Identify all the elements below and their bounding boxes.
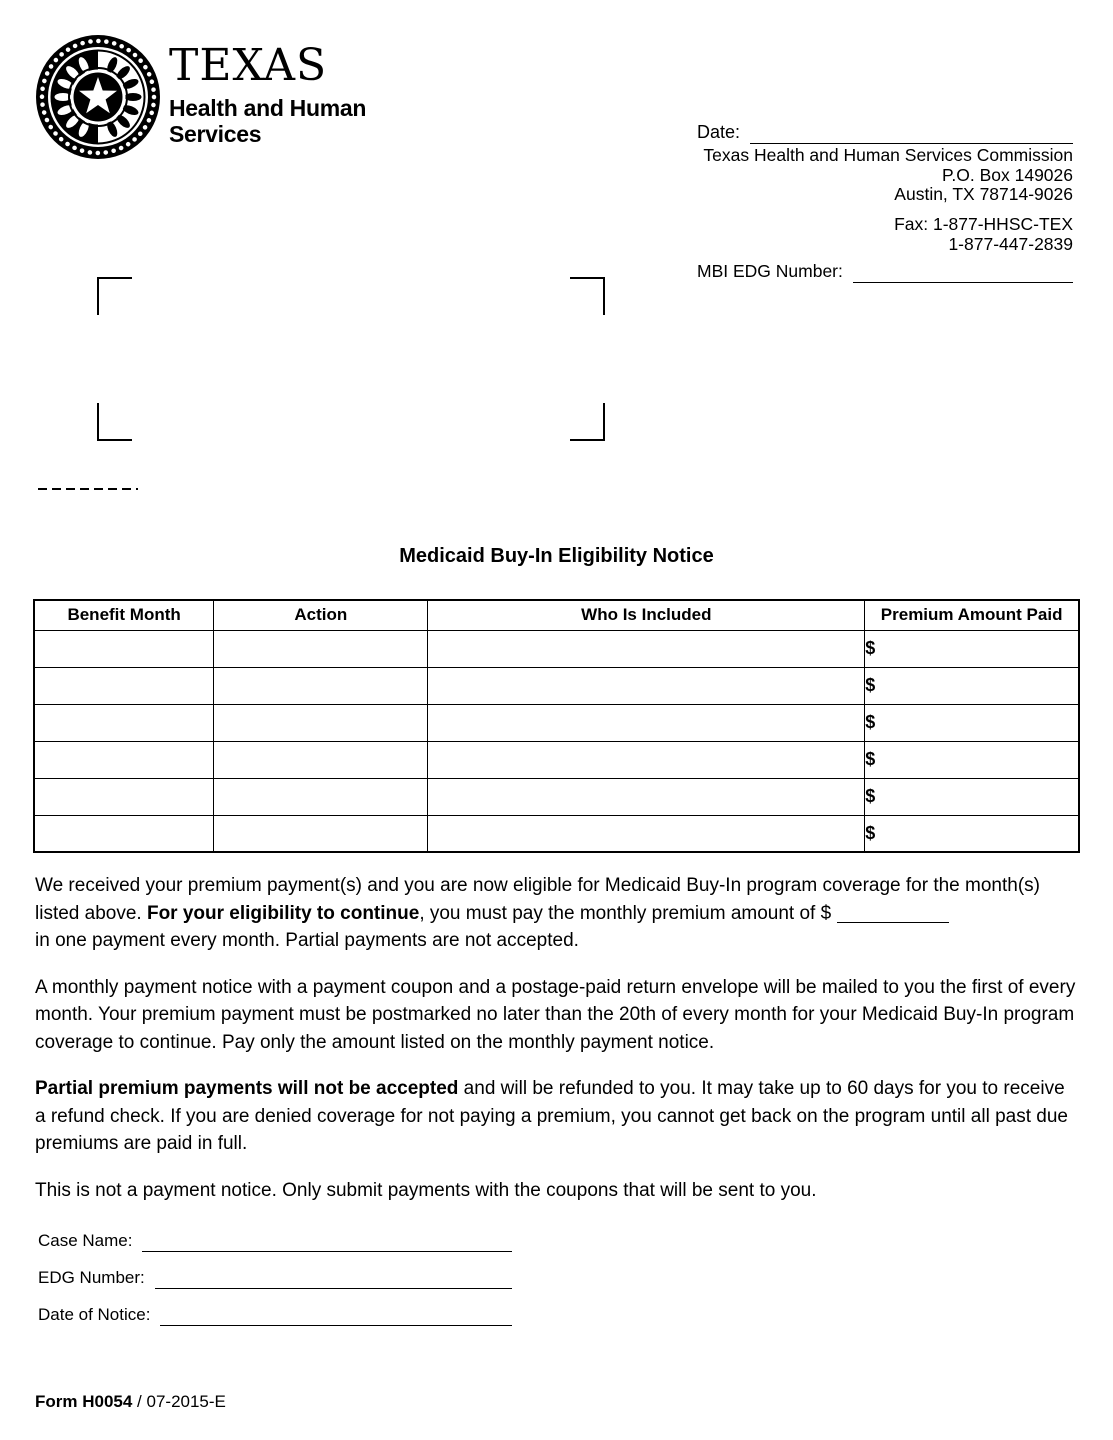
date-field — [697, 114, 1073, 144]
who-included-cell — [428, 815, 865, 852]
benefit-month-cell — [34, 778, 214, 815]
fold-mark-dashed-line — [38, 488, 138, 490]
address-window-corner-top-left — [97, 277, 132, 315]
date-of-notice-label: Date of Notice: — [38, 1305, 151, 1324]
partial-payment-text: and will be refunded to you. It may take up to 60 days for you to receive a refund check. If you are denied coverage for not paying a premium, you cannot get back on the program until all past due premiums are paid in full. — [35, 1078, 1068, 1154]
who-included-cell — [428, 667, 865, 704]
fax-line: Fax: 1-877-HHSC-TEX — [894, 214, 1073, 234]
partial-payment-paragraph — [35, 1075, 1080, 1158]
address-window-corner-bottom-right — [570, 403, 605, 441]
table-header-row — [34, 600, 1079, 630]
intro-text: We received your premium payment(s) and you are now eligible for Medicaid Buy-In program coverage for the month(s) listed above. — [35, 875, 1040, 924]
edg-number-field — [33, 1264, 512, 1289]
edg-number-blank-line — [155, 1267, 512, 1289]
who-included-cell — [428, 741, 865, 778]
benefit-month-cell — [34, 630, 214, 667]
intro-paragraph — [35, 872, 1080, 955]
premium-amount-cell: $ — [865, 778, 1079, 815]
date-blank-line — [750, 120, 1073, 144]
date-of-notice-blank-line — [160, 1304, 512, 1326]
mbi-edg-field — [697, 255, 1073, 283]
benefit-month-cell — [34, 667, 214, 704]
wordmark-texas: TEXAS — [169, 40, 328, 91]
eligibility-bold-text: For your eligibility to continue — [146, 902, 420, 924]
notice-body — [33, 546, 1080, 1338]
table-row — [34, 667, 1079, 704]
address-window-corner-top-right — [570, 277, 605, 315]
date-label: Date: — [697, 122, 741, 142]
address-window — [97, 277, 605, 441]
table-row — [34, 815, 1079, 852]
partial-payment-bold-text: Partial premium payments will not be accepted — [35, 1078, 459, 1099]
header-premium-amount-paid: Premium Amount Paid — [865, 600, 1079, 630]
premium-amount-text: , you must pay the monthly premium amount of $ — [419, 902, 832, 924]
action-cell — [214, 741, 428, 778]
fax-block — [894, 215, 1073, 254]
premium-amount-cell: $ — [865, 741, 1079, 778]
premium-amount-cell: $ — [865, 704, 1079, 741]
address-line: Texas Health and Human Services Commission — [703, 145, 1073, 165]
edg-number-label: EDG Number: — [38, 1268, 145, 1287]
texas-hhs-seal-icon — [36, 35, 160, 159]
premium-amount-cell: $ — [865, 667, 1079, 704]
benefit-month-cell — [34, 815, 214, 852]
action-cell — [214, 704, 428, 741]
page-title: Medicaid Buy-In Eligibility Notice — [399, 545, 714, 567]
benefit-month-cell — [34, 741, 214, 778]
agency-name-line1: Health and Human — [169, 95, 367, 121]
eligibility-table — [33, 599, 1080, 853]
action-cell — [214, 630, 428, 667]
case-info-fields — [33, 1227, 512, 1326]
agency-address-block — [703, 146, 1073, 205]
address-line: P.O. Box 149026 — [941, 164, 1073, 185]
form-footer — [35, 1392, 226, 1412]
case-name-field — [33, 1227, 512, 1252]
agency-wordmark — [169, 42, 366, 147]
action-cell — [214, 667, 428, 704]
agency-name-line2: Services — [169, 121, 262, 147]
who-included-cell — [428, 704, 865, 741]
header-benefit-month: Benefit Month — [34, 600, 214, 630]
mbi-edg-label: MBI EDG Number: — [697, 261, 843, 281]
benefit-month-cell — [34, 704, 214, 741]
header-action: Action — [214, 600, 428, 630]
who-included-cell — [428, 630, 865, 667]
table-row — [34, 778, 1079, 815]
action-cell — [214, 815, 428, 852]
payment-notice-paragraph: A monthly payment notice with a payment coupon and a postage-paid return envelope will be mailed to you the first of every month. Your premium payment must be postmarked no later than the 20th of every month for your Medicaid Buy-In program coverage to continue. Pay only the amount listed on the monthly payment notice. — [35, 976, 1076, 1053]
address-line: Austin, TX 78714-9026 — [894, 184, 1073, 204]
address-window-corner-bottom-left — [97, 403, 132, 441]
who-included-cell — [428, 778, 865, 815]
form-revision: / 07-2015-E — [132, 1392, 226, 1411]
premium-amount-blank-line — [837, 905, 949, 923]
case-name-blank-line — [142, 1230, 512, 1252]
table-row — [34, 630, 1079, 667]
not-payment-notice-paragraph: This is not a payment notice. Only submit payments with the coupons that will be sent to you. — [35, 1179, 817, 1201]
case-name-label: Case Name: — [38, 1231, 133, 1250]
fax-line: 1-877-447-2839 — [948, 233, 1073, 254]
table-row — [34, 704, 1079, 741]
mbi-edg-blank-line — [853, 259, 1073, 283]
date-of-notice-field — [33, 1301, 512, 1326]
table-row — [34, 741, 1079, 778]
form-number: Form H0054 — [35, 1392, 133, 1411]
action-cell — [214, 778, 428, 815]
intro-text-continued: in one payment every month. Partial payments are not accepted. — [35, 930, 579, 951]
header-who-is-included: Who Is Included — [428, 600, 865, 630]
premium-amount-cell: $ — [865, 815, 1079, 852]
premium-amount-cell: $ — [865, 630, 1079, 667]
